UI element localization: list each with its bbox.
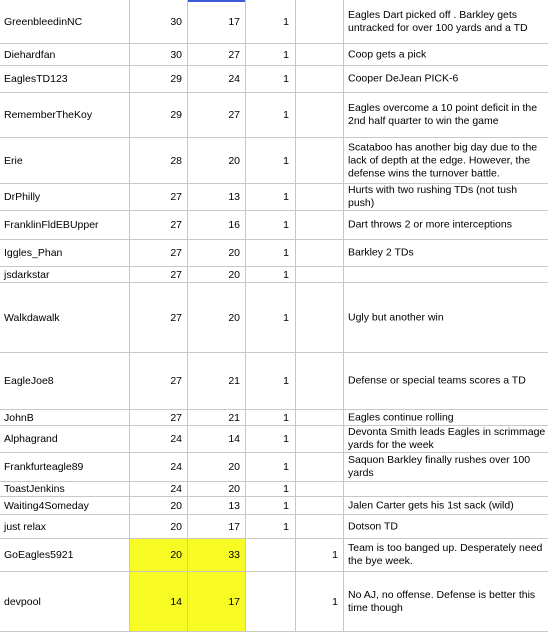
entry-count-cell-value: 1 [283,520,289,533]
score-eagles-cell[interactable] [130,572,188,632]
prediction-note-cell[interactable] [344,211,548,240]
name-cell-value: Erie [4,154,23,167]
entry-count-cell[interactable] [246,515,296,539]
score-opponent-cell[interactable] [188,211,246,240]
name-cell-value: Frankfurteagle89 [4,461,84,473]
score-opponent-cell-value: 27 [228,109,240,121]
score-eagles-cell[interactable] [130,410,188,426]
table-row [0,211,548,240]
score-opponent-cell[interactable] [188,44,246,66]
score-opponent-cell[interactable] [188,410,246,426]
prediction-note-cell-value: Eagles Dart picked off . Barkley gets untracked for over 100 yards and a TD [348,8,528,34]
entry-count-cell[interactable] [246,453,296,482]
extra-cell-value: 1 [332,595,338,608]
name-cell[interactable] [0,44,130,66]
score-eagles-cell-value: 27 [170,375,182,387]
extra-cell[interactable] [296,353,344,410]
score-eagles-cell[interactable] [130,93,188,138]
score-eagles-cell[interactable] [130,482,188,497]
entry-count-cell-value: 1 [283,268,289,281]
name-cell[interactable] [0,211,130,240]
score-opponent-cell[interactable] [188,515,246,539]
score-opponent-cell-value: 14 [228,433,240,445]
entry-count-cell-value: 1 [283,219,289,231]
name-cell[interactable] [0,539,130,572]
table-row [0,453,548,482]
score-opponent-cell[interactable] [188,497,246,515]
prediction-note-cell-value: Dotson TD [348,520,398,532]
name-cell-value: GoEagles5921 [4,549,74,561]
entry-count-cell-value: 1 [283,191,289,203]
name-cell[interactable] [0,453,130,482]
score-opponent-cell[interactable] [188,138,246,184]
score-eagles-cell-value: 27 [170,219,182,231]
score-opponent-cell-value: 20 [228,154,240,167]
score-opponent-cell-value: 13 [228,191,240,203]
table-row [0,572,548,632]
score-opponent-cell-value: 20 [228,247,240,259]
name-cell[interactable] [0,138,130,184]
entry-count-cell-value: 1 [283,433,289,445]
entry-count-cell[interactable] [246,497,296,515]
score-eagles-cell-value: 28 [170,154,182,167]
prediction-note-cell[interactable] [344,572,548,632]
extra-cell[interactable] [296,267,344,283]
score-eagles-cell-value: 30 [170,15,182,28]
entry-count-cell[interactable] [246,539,296,572]
score-opponent-cell[interactable] [188,539,246,572]
score-eagles-cell-value: 29 [170,109,182,121]
prediction-note-cell-value: Scataboo has another big day due to the lack of depth at the edge. However, the defense wins the turnover battle. [348,141,538,179]
score-eagles-cell-value: 20 [170,499,182,512]
name-cell[interactable] [0,497,130,515]
score-opponent-cell[interactable] [188,453,246,482]
score-opponent-cell-value: 21 [228,411,240,424]
entry-count-cell-value: 1 [283,48,289,61]
prediction-note-cell-value: Jalen Carter gets his 1st sack (wild) [348,499,514,511]
entry-count-cell[interactable] [246,283,296,353]
prediction-note-cell[interactable] [344,515,548,539]
name-cell-value: just relax [4,520,47,533]
extra-cell[interactable] [296,497,344,515]
name-cell-value: JohnB [4,411,34,424]
prediction-note-cell[interactable] [344,410,548,426]
name-cell[interactable] [0,66,130,93]
name-cell-value: Walkdawalk [4,311,60,324]
entry-count-cell-value: 1 [283,247,289,259]
score-eagles-cell[interactable] [130,426,188,453]
name-cell-value: Waiting4Someday [4,499,89,512]
entry-count-cell-value: 1 [283,411,289,424]
entry-count-cell[interactable] [246,482,296,497]
table-row [0,515,548,539]
extra-cell[interactable] [296,184,344,211]
score-eagles-cell[interactable] [130,539,188,572]
score-eagles-cell-value: 27 [170,411,182,424]
name-cell-value: Diehardfan [4,48,56,61]
score-eagles-cell-value: 27 [170,268,182,281]
name-cell-value: Iggles_Phan [4,247,63,259]
prediction-note-cell-value: Hurts with two rushing TDs (not tush push) [348,184,518,209]
table-row [0,0,548,44]
score-opponent-cell[interactable] [188,184,246,211]
prediction-note-cell[interactable] [344,539,548,572]
name-cell-value: Alphagrand [4,433,58,445]
name-cell[interactable] [0,515,130,539]
prediction-note-cell[interactable] [344,353,548,410]
name-cell[interactable] [0,283,130,353]
entry-count-cell-value: 1 [283,154,289,167]
entry-count-cell-value: 1 [283,311,289,324]
table-row [0,93,548,138]
name-cell[interactable] [0,184,130,211]
score-opponent-cell[interactable] [188,482,246,497]
name-cell-value: DrPhilly [4,191,41,203]
entry-count-cell[interactable] [246,138,296,184]
name-cell[interactable] [0,240,130,267]
table-row [0,283,548,353]
name-cell[interactable] [0,93,130,138]
prediction-note-cell-value: Devonta Smith leads Eagles in scrimmage yards for the week [348,426,546,451]
entry-count-cell[interactable] [246,353,296,410]
prediction-note-cell[interactable] [344,93,548,138]
name-cell-value: devpool [4,595,41,608]
entry-count-cell[interactable] [246,410,296,426]
prediction-note-cell[interactable] [344,497,548,515]
score-opponent-cell-value: 13 [228,499,240,512]
score-opponent-cell-value: 20 [228,311,240,324]
score-opponent-cell-value: 21 [228,375,240,387]
score-eagles-cell[interactable] [130,0,188,44]
name-cell-value: ToastJenkins [4,483,65,495]
table-row [0,44,548,66]
score-eagles-cell[interactable] [130,240,188,267]
score-opponent-cell[interactable] [188,267,246,283]
entry-count-cell[interactable] [246,66,296,93]
prediction-note-cell[interactable] [344,267,548,283]
name-cell[interactable] [0,426,130,453]
prediction-note-cell-value: Team is too banged up. Desperately need the bye week. [348,542,543,567]
score-opponent-cell[interactable] [188,93,246,138]
score-opponent-cell-value: 20 [228,461,240,473]
name-cell-value: EaglesTD123 [4,73,68,85]
score-opponent-cell-value: 33 [228,549,240,561]
score-eagles-cell-value: 20 [170,520,182,533]
entry-count-cell-value: 1 [283,109,289,121]
prediction-note-cell[interactable] [344,453,548,482]
score-eagles-cell-value: 24 [170,461,182,473]
score-eagles-cell[interactable] [130,267,188,283]
score-eagles-cell[interactable] [130,66,188,93]
score-eagles-cell-value: 20 [170,549,182,561]
extra-cell-value: 1 [332,549,338,561]
score-eagles-cell[interactable] [130,184,188,211]
entry-count-cell[interactable] [246,44,296,66]
entry-count-cell[interactable] [246,211,296,240]
score-eagles-cell[interactable] [130,138,188,184]
entry-count-cell[interactable] [246,93,296,138]
score-eagles-cell[interactable] [130,211,188,240]
extra-cell[interactable] [296,93,344,138]
name-cell[interactable] [0,353,130,410]
prediction-note-cell-value: Coop gets a pick [348,48,427,60]
entry-count-cell-value: 1 [283,499,289,512]
prediction-note-cell[interactable] [344,138,548,184]
score-opponent-cell-value: 16 [228,219,240,231]
table-row [0,426,548,453]
table-row [0,539,548,572]
score-eagles-cell-value: 27 [170,247,182,259]
prediction-note-cell-value: Eagles continue rolling [348,411,454,423]
prediction-note-cell-value: No AJ, no offense. Defense is better this time though [348,588,536,614]
name-cell[interactable] [0,410,130,426]
table-row [0,482,548,497]
score-eagles-cell-value: 24 [170,433,182,445]
entry-count-cell[interactable] [246,267,296,283]
name-cell[interactable] [0,267,130,283]
table-row [0,240,548,267]
name-cell[interactable] [0,482,130,497]
score-opponent-cell-value: 17 [228,15,240,28]
prediction-note-cell[interactable] [344,283,548,353]
entry-count-cell[interactable] [246,240,296,267]
extra-cell[interactable] [296,240,344,267]
table-row [0,497,548,515]
score-eagles-cell-value: 27 [170,191,182,203]
name-cell[interactable] [0,572,130,632]
score-opponent-cell-value: 27 [228,48,240,61]
table-row [0,267,548,283]
prediction-note-cell[interactable] [344,426,548,453]
prediction-note-cell[interactable] [344,184,548,211]
score-eagles-cell[interactable] [130,283,188,353]
name-cell-value: jsdarkstar [4,268,50,281]
score-eagles-cell[interactable] [130,44,188,66]
name-cell-value: GreenbleedinNC [4,15,83,28]
extra-cell[interactable] [296,426,344,453]
extra-cell[interactable] [296,539,344,572]
score-opponent-cell[interactable] [188,66,246,93]
entry-count-cell-value: 1 [283,73,289,85]
score-opponent-cell-value: 20 [228,268,240,281]
prediction-note-cell-value: Defense or special teams scores a TD [348,374,526,387]
name-cell-value: EagleJoe8 [4,375,54,387]
score-opponent-cell[interactable] [188,353,246,410]
entry-count-cell[interactable] [246,572,296,632]
entry-count-cell[interactable] [246,184,296,211]
prediction-note-cell[interactable] [344,0,548,44]
prediction-note-cell-value: Eagles overcome a 10 point deficit in the 2nd half quarter to win the game [348,102,538,127]
score-opponent-cell-value: 17 [228,595,240,608]
table-row [0,353,548,410]
prediction-note-cell[interactable] [344,66,548,93]
prediction-note-cell-value: Barkley 2 TDs [348,246,414,259]
extra-cell[interactable] [296,515,344,539]
extra-cell[interactable] [296,410,344,426]
score-opponent-cell[interactable] [188,572,246,632]
prediction-note-cell-value: Saquon Barkley finally rushes over 100 yards [348,454,531,479]
score-eagles-cell-value: 30 [170,48,182,61]
score-opponent-cell[interactable] [188,426,246,453]
prediction-note-cell-value: Ugly but another win [348,311,444,323]
score-opponent-cell-value: 17 [228,520,240,533]
score-opponent-cell-value: 24 [228,73,240,85]
name-cell-value: RememberTheKoy [4,109,93,121]
prediction-note-cell-value: Dart throws 2 or more interceptions [348,218,512,231]
entry-count-cell-value: 1 [283,15,289,28]
score-opponent-cell[interactable] [188,283,246,353]
prediction-note-cell[interactable] [344,482,548,497]
score-eagles-cell[interactable] [130,497,188,515]
extra-cell[interactable] [296,453,344,482]
extra-cell[interactable] [296,572,344,632]
score-eagles-cell-value: 14 [170,595,182,608]
score-eagles-cell-value: 27 [170,311,182,324]
score-eagles-cell[interactable] [130,353,188,410]
entry-count-cell-value: 1 [283,461,289,473]
score-opponent-cell-value: 20 [228,483,240,495]
extra-cell[interactable] [296,66,344,93]
extra-cell[interactable] [296,138,344,184]
entry-count-cell[interactable] [246,0,296,44]
score-eagles-cell[interactable] [130,453,188,482]
score-eagles-cell-value: 24 [170,483,182,495]
prediction-note-cell[interactable] [344,44,548,66]
score-eagles-cell-value: 29 [170,73,182,85]
extra-cell[interactable] [296,283,344,353]
extra-cell[interactable] [296,44,344,66]
table-row [0,138,548,184]
table-row [0,184,548,211]
score-opponent-cell[interactable] [188,240,246,267]
name-cell-value: FranklinFldEBUpper [4,219,99,231]
prediction-note-cell-value: Cooper DeJean PICK-6 [348,72,459,85]
extra-cell[interactable] [296,0,344,44]
extra-cell[interactable] [296,482,344,497]
prediction-note-cell[interactable] [344,240,548,267]
name-cell[interactable] [0,0,130,44]
score-opponent-cell[interactable] [188,0,246,44]
entry-count-cell-value: 1 [283,483,289,495]
extra-cell[interactable] [296,211,344,240]
entry-count-cell[interactable] [246,426,296,453]
table-row [0,66,548,93]
entry-count-cell-value: 1 [283,375,289,387]
table-row [0,410,548,426]
score-eagles-cell[interactable] [130,515,188,539]
